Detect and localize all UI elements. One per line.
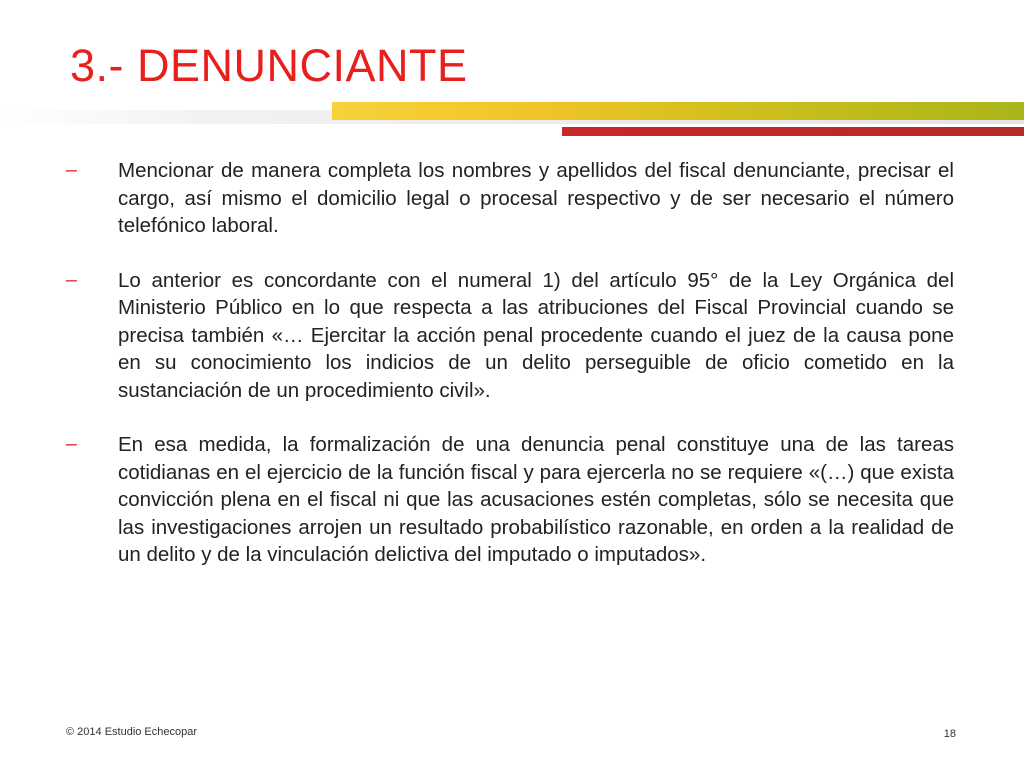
decorative-band-red [562, 127, 1024, 136]
bullet-list [66, 157, 954, 596]
bullet-marker: – [66, 159, 77, 181]
page-number: 18 [943, 728, 956, 740]
bullet-text: En esa medida, la formalización de una denuncia penal constituye una de las tareas cotidianas en el ejercicio de la función fiscal y para ejercerla no se requiere «(…) que exista convicción plena en el fiscal ni que las acusaciones estén completas, sólo se necesita que las investigaciones arrojen un resultado probabilístico razonable, en orden a la realidad de un delito y de la vinculación delictiva del imputado o imputados». [118, 433, 954, 566]
bullet-item [66, 157, 954, 240]
bullet-text: Mencionar de manera completa los nombres y apellidos del fiscal denunciante, precisar el cargo, así mismo el domicilio legal o procesal respectivo y de ser necesario el número telefónico laboral. [118, 159, 954, 237]
decorative-band-yellow [332, 102, 1024, 120]
bullet-marker: – [66, 268, 77, 291]
bullet-text: Lo anterior es concordante con el numeral 1) del artículo 95° de la Ley Orgánica del Ministerio Público en lo que respecta a las atribuciones del Fiscal Provincial cuando se precisa también «… Ejercitar la acción penal procedente cuando el juez de la causa pone en su conocimiento los indicios de un delito perseguible de oficio cometido en la sustanciación de un procedimiento civil». [118, 268, 954, 402]
footer-copyright: © 2014 Estudio Echecopar [66, 726, 198, 738]
slide-title: 3.- DENUNCIANTE [70, 40, 468, 91]
bullet-item [66, 431, 954, 569]
bullet-item [66, 267, 954, 405]
bullet-marker: – [66, 433, 77, 455]
